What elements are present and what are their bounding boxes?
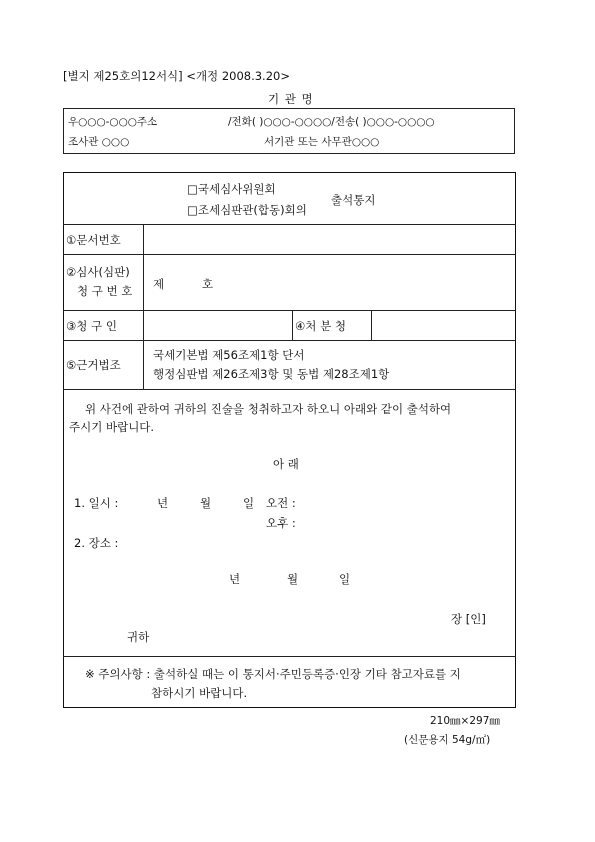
row-divider bbox=[63, 389, 516, 390]
row-divider bbox=[63, 224, 516, 225]
paper-size: 210㎜×297㎜ bbox=[430, 715, 500, 727]
date-day: 일 bbox=[243, 496, 255, 510]
seal-mark: 장 [인] bbox=[451, 612, 486, 626]
below-heading: 아 래 bbox=[273, 457, 299, 471]
request-text-line-1: 위 사건에 관하여 귀하의 진술을 청취하고자 하오니 아래와 같이 출석하여 bbox=[85, 402, 452, 416]
claim-number-ho: 호 bbox=[202, 277, 214, 291]
cell-divider bbox=[371, 310, 372, 340]
legal-basis-line-1: 국세기본법 제56조제1항 단서 bbox=[153, 348, 305, 362]
date-year: 년 bbox=[157, 496, 169, 510]
issue-year: 년 bbox=[229, 572, 241, 586]
paper-type: (신문용지 54g/㎡) bbox=[404, 734, 491, 746]
row-divider bbox=[63, 254, 516, 255]
caution-line-2: 참하시기 바랍니다. bbox=[151, 686, 248, 700]
claim-number-label-2: 청 구 번 호 bbox=[77, 284, 133, 298]
addressee-label: 귀하 bbox=[127, 630, 150, 644]
cell-divider bbox=[292, 310, 293, 340]
address-text: 우○○○-○○○주소 bbox=[68, 116, 158, 128]
committee-option-2[interactable]: □조세심판관(합동)회의 bbox=[187, 203, 307, 217]
row-divider bbox=[63, 340, 516, 341]
request-text-line-2: 주시기 바랍니다. bbox=[69, 420, 155, 434]
claim-number-je: 제 bbox=[153, 277, 165, 291]
claimant-label: ③청 구 인 bbox=[66, 319, 117, 333]
phone-fax-text: /전화( )○○○-○○○○/전송( )○○○-○○○○ bbox=[228, 116, 435, 128]
claim-number-label-1: ②심사(심판) bbox=[66, 265, 130, 279]
issue-day: 일 bbox=[339, 572, 351, 586]
secretary-text: 서기관 또는 사무관○○○ bbox=[264, 136, 380, 148]
caution-line-1: ※ 주의사항 : 출석하실 때는 이 통지서·주민등록증·인장 기타 참고자료를 지 bbox=[85, 667, 461, 681]
investigator-text: 조사관 ○○○ bbox=[68, 136, 130, 148]
date-month: 월 bbox=[200, 496, 212, 510]
time-am: 오전 : bbox=[266, 496, 296, 510]
date-item-label: 1. 일시 : bbox=[74, 496, 119, 510]
form-reference: [별지 제25호의12서식] <개정 2008.3.20> bbox=[63, 69, 290, 83]
legal-basis-label: ⑤근거법조 bbox=[66, 358, 121, 372]
disposing-office-label: ④처 분 청 bbox=[295, 319, 346, 333]
issue-month: 월 bbox=[287, 572, 299, 586]
agency-title: 기 관 명 bbox=[268, 92, 314, 106]
place-item-label: 2. 장소 : bbox=[74, 536, 119, 550]
committee-option-1[interactable]: □국세심사위원회 bbox=[187, 182, 276, 196]
attendance-notice-form bbox=[63, 172, 516, 708]
time-pm: 오후 : bbox=[266, 516, 296, 530]
row-divider bbox=[63, 310, 516, 311]
label-column-divider bbox=[143, 224, 144, 389]
doc-number-label: ①문서번호 bbox=[66, 233, 121, 247]
row-divider bbox=[63, 656, 516, 657]
legal-basis-line-2: 행정심판법 제26조제3항 및 동법 제28조제1항 bbox=[153, 367, 390, 381]
notice-title: 출석통지 bbox=[331, 193, 376, 207]
